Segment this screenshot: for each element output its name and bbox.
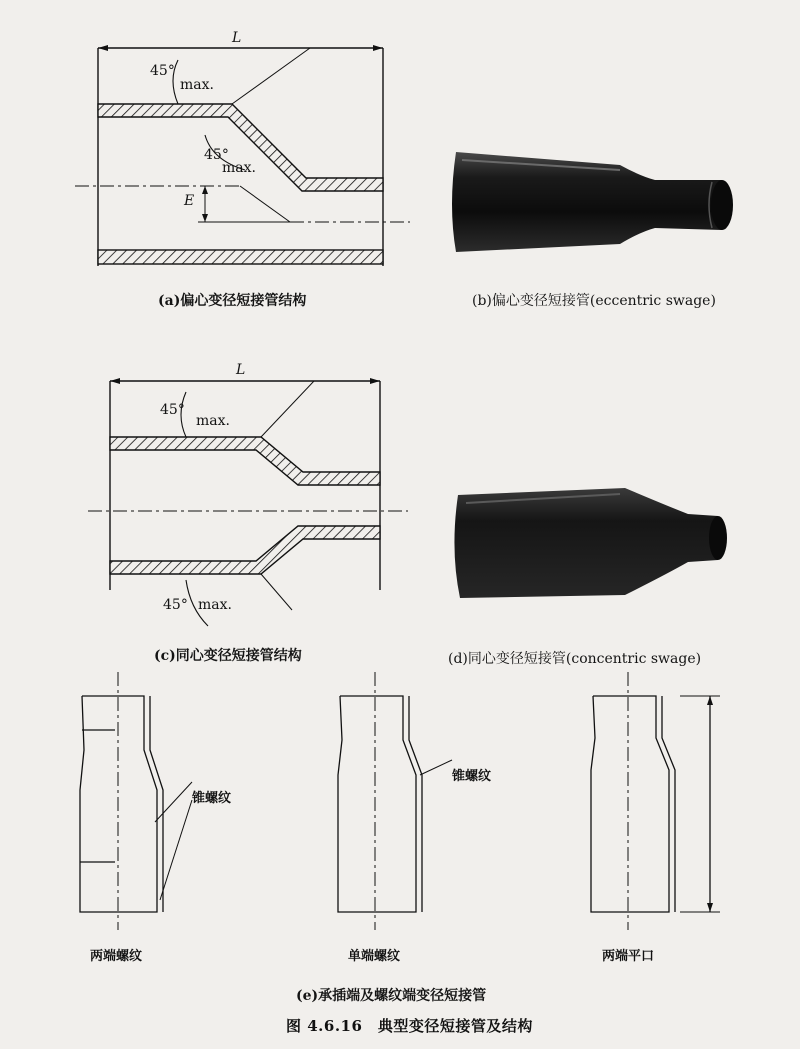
caption-b: (b)偏心变径短接管(eccentric swage) bbox=[472, 293, 716, 309]
concentric-swage-diagram bbox=[88, 378, 408, 626]
length-label: L bbox=[232, 30, 242, 46]
taper-thread-label: 锥螺纹 bbox=[192, 791, 232, 806]
caption-d: (d)同心变径短接管(concentric swage) bbox=[448, 651, 702, 667]
angle-label: 45° bbox=[204, 147, 229, 163]
caption-c: (c)同心变径短接管结构 bbox=[154, 648, 302, 664]
eccentric-swage-photo bbox=[452, 152, 733, 252]
caption-a: (a)偏心变径短接管结构 bbox=[158, 293, 307, 309]
angle-label: 45° bbox=[150, 63, 175, 79]
max-label: max. bbox=[196, 413, 230, 429]
concentric-swage-photo bbox=[454, 488, 727, 598]
max-label: max. bbox=[222, 160, 256, 176]
swage-end-types-diagram bbox=[80, 672, 720, 930]
figure-title: 图 4.6.16 典型变径短接管及结构 bbox=[286, 1017, 533, 1035]
single-end-thread-label: 单端螺纹 bbox=[348, 949, 401, 964]
length-label: L bbox=[236, 362, 246, 378]
eccentric-swage-diagram bbox=[75, 45, 410, 266]
taper-thread-label: 锥螺纹 bbox=[452, 769, 492, 784]
eccentricity-label: E bbox=[184, 193, 195, 209]
both-end-thread-label: 两端螺纹 bbox=[90, 949, 143, 964]
angle-label: 45° bbox=[160, 402, 185, 418]
caption-e: (e)承插端及螺纹端变径短接管 bbox=[296, 988, 487, 1004]
max-label: max. bbox=[180, 77, 214, 93]
both-end-plain-label: 两端平口 bbox=[602, 949, 655, 964]
max-label: max. bbox=[198, 597, 232, 613]
angle-label: 45° bbox=[163, 597, 188, 613]
